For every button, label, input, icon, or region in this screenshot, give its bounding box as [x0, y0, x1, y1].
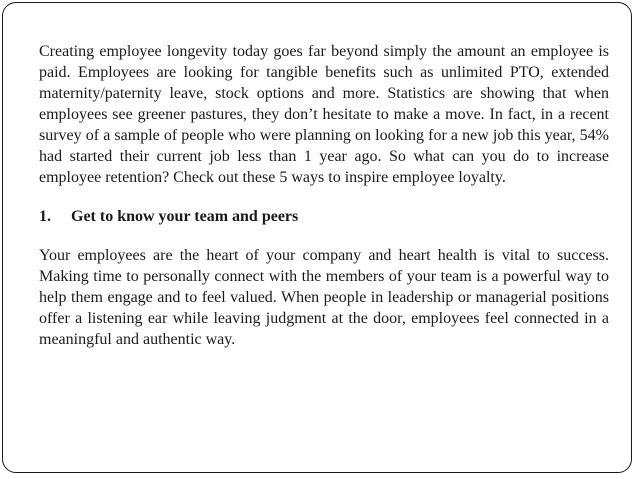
- slide-content: [39, 41, 609, 350]
- section-heading: [39, 206, 609, 227]
- section-paragraph: Your employees are the heart of your company and heart health is vital to success. Making time to personally connect with the members of your team is a powerful way to help them engage and to feel valued. When people in leadership or managerial positions offer a listening ear while leaving judgment at the door, employees feel connected in a meaningful and authentic way.: [39, 247, 609, 348]
- section-number: 1.: [39, 208, 51, 225]
- intro-paragraph: Creating employee longevity today goes far beyond simply the amount an employee is paid. Employees are looking for tangible benefits such as unlimited PTO, extended maternity/paternity leave, stock options and more. Statistics are showing that when employees see greener pastures, they don’t hesitate to make a move. In fact, in a recent survey of a sample of people who were planning on looking for a new job this year, 54% had started their current job less than 1 year ago. So what can you do to increase employee retention? Check out these 5 ways to inspire employee loyalty.: [39, 43, 609, 186]
- section-title: Get to know your team and peers: [71, 208, 299, 225]
- slide-frame: [2, 2, 632, 473]
